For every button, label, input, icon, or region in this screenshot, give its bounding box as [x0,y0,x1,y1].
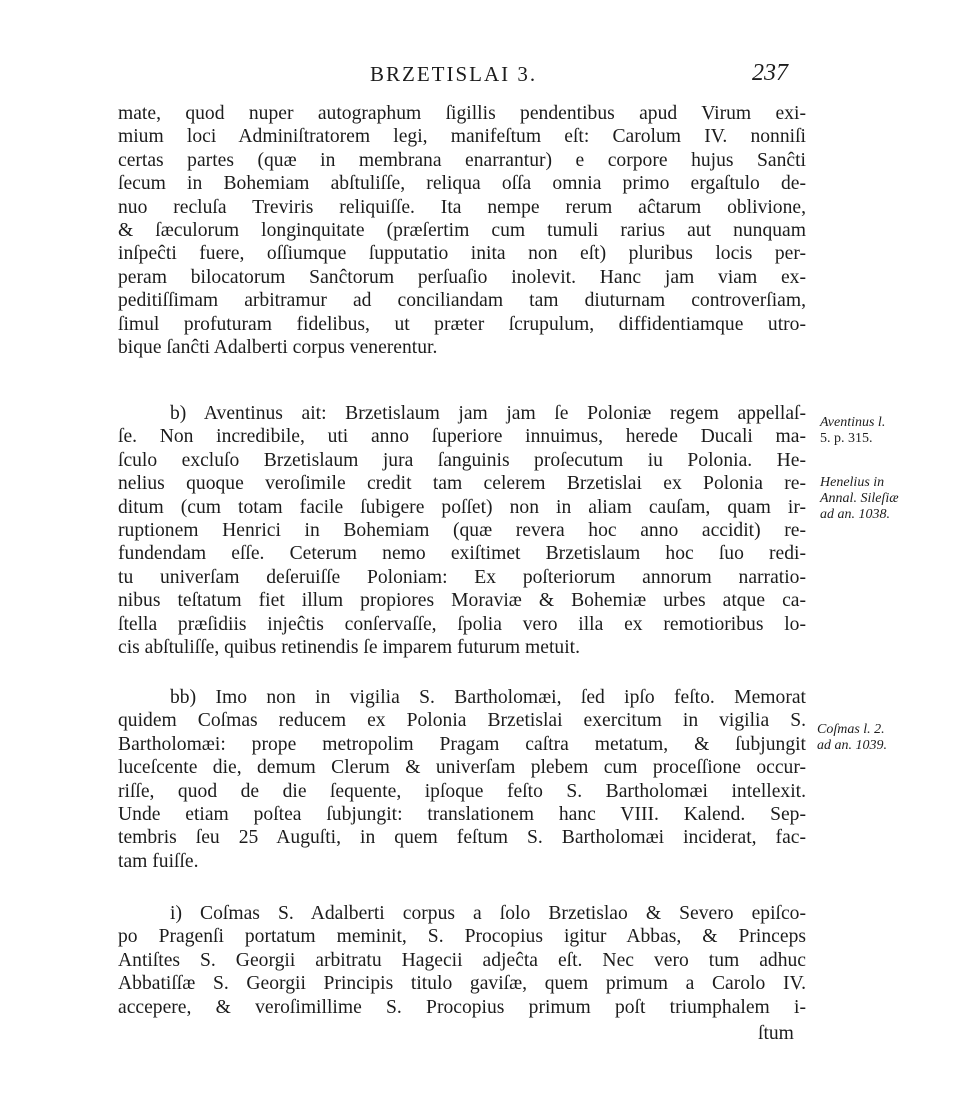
marginal-line: Aventinus l. [820,415,886,430]
text-line: accepere, & veroſimillime S. Procopius primum poſt triumphalem i- [118,996,806,1018]
text-line: nibus teſtatum fiet illum propiores Moraviæ & Bohemiæ urbes atque ca- [118,590,806,612]
text-line: ditum (cum totam facile ſubigere poſſet) non in aliam cauſam, quam ir- [118,496,806,518]
text-line: inſpeĉti fuere, oſſiumque ſupputatio inita non eſt) pluribus locis per- [118,243,806,265]
text-line: ſecum in Bohemiam abſtuliſſe, reliqua oſſa omnia primo ergaſtulo de- [118,173,806,195]
paragraph-1 [118,102,806,359]
marginal-note-henelius [820,475,899,523]
catchword: ſtum [758,1023,794,1044]
page-number: 237 [752,60,788,86]
text-line: riſſe, quod de die ſequente, ipſoque feſto S. Bartholomæi intellexit. [118,780,806,802]
marginal-line: Henelius in [820,475,885,490]
marginal-line: ad an. 1039. [817,738,887,753]
text-line: cis abſtuliſſe, quibus retinendis ſe imparem futurum metuit. [118,636,580,658]
text-line: b) Aventinus ait: Brzetislaum jam jam ſe Poloniæ regem appellaſ- [170,403,806,424]
text-line: ruptionem Henrici in Bohemiam (quæ revera hoc anno accidit) re- [118,519,806,541]
text-line: peram bilocatorum Sanĉtorum perſuaſio inolevit. Hanc jam viam ex- [118,266,806,288]
marginal-line: Annal. Sileſiæ [820,491,899,506]
text-line: ſculo excluſo Brzetislaum jura ſanguinis proſecutum iu Polonia. He- [118,449,806,471]
paragraph-4 [118,902,806,1019]
text-line: Abbatiſſæ S. Georgii Principis titulo gaviſæ, quem primum a Carolo IV. [118,973,806,995]
text-line: ſimul profuturam fidelibus, ut præter ſcrupulum, diffidentiamque utro- [118,313,806,335]
text-line: bb) Imo non in vigilia S. Bartholomæi, ſed ipſo feſto. Memorat [170,687,806,708]
text-line: ſtella præſidiis injeĉtis conſervaſſe, ſpolia vero illa ex remotioribus lo- [118,613,806,635]
text-line: Unde etiam poſtea ſubjungit: translationem hanc VIII. Kalend. Sep- [118,803,806,825]
text-line: ſe. Non incredibile, uti anno ſuperiore innuimus, herede Ducali ma- [118,426,806,448]
marginal-note-aventinus [820,415,885,447]
text-line: nelius quoque veroſimile credit tam celerem Brzetislai ex Polonia re- [118,473,806,495]
text-line: certas partes (quæ in membrana enarrantur) e corpore hujus Sanĉti [118,149,806,171]
text-line: mium loci Adminiſtratorem legi, manifeſtum eſt: Carolum IV. nonniſi [118,126,806,148]
marginal-line: 5. p. 315. [820,431,873,446]
text-line: peditiſſimam arbitramur ad conciliandam tam diuturnam controverſiam, [118,290,806,312]
text-line: Bartholomæi: prope metropolim Pragam caſtra metatum, & ſubjungit [118,733,806,755]
text-line: Antiſtes S. Georgii arbitratu Hagecii adjeĉta eſt. Nec vero tum adhuc [118,949,806,971]
text-line: i) Coſmas S. Adalberti corpus a ſolo Brzetislao & Severo epiſco- [170,903,806,924]
text-line: tu univerſam deſeruiſſe Poloniam: Ex poſteriorum annorum narratio- [118,566,806,588]
text-line: mate, quod nuper autographum ſigillis pendentibus apud Virum exi- [118,103,806,124]
paragraph-2 [118,402,806,659]
marginal-line: ad an. 1038. [820,507,890,522]
text-line: quidem Coſmas reducem ex Polonia Brzetislai exercitum in vigilia S. [118,710,806,732]
text-line: nuo recluſa Treviris reliquiſſe. Ita nempe rerum aĉtarum oblivione, [118,196,806,218]
paragraph-3 [118,686,806,873]
marginal-line: Coſmas l. 2. [817,722,885,737]
text-line: & ſæculorum longinquitate (præſertim cum tumuli rarius aut nunquam [118,219,806,241]
text-line: tembris ſeu 25 Auguſti, in quem feſtum S. Bartholomæi inciderat, fac- [118,827,806,849]
marginal-note-cosmas [817,722,887,754]
text-line: luceſcente die, demum Clerum & univerſam plebem cum proceſſione occur- [118,757,806,779]
text-line: tam fuiſſe. [118,850,199,872]
text-line: bique ſanĉti Adalberti corpus venerentur. [118,336,438,358]
text-line: po Pragenſi portatum meminit, S. Procopius igitur Abbas, & Princeps [118,926,806,948]
text-line: fundendam eſſe. Ceterum nemo exiſtimet Brzetislaum hoc ſuo redi- [118,543,806,565]
running-head: BRZETISLAI 3. [370,62,538,86]
